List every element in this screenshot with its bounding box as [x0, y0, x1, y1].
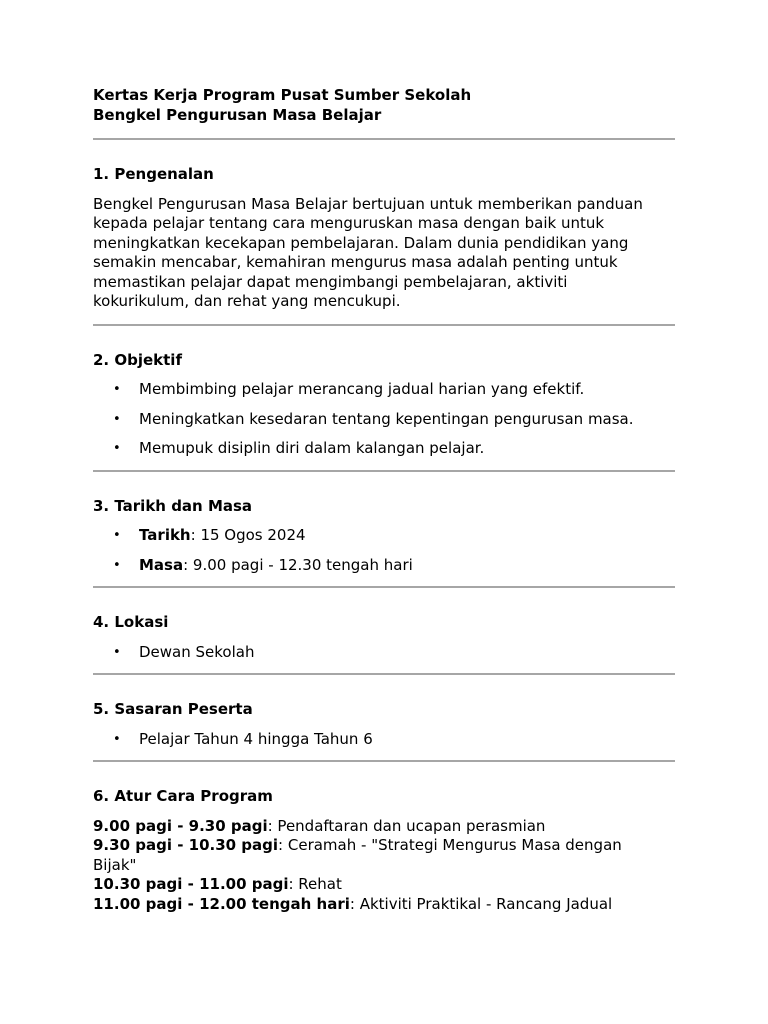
agenda-desc: : Pendaftaran dan ucapan perasmian — [267, 816, 546, 835]
intro-line: kokurikulum, dan rehat yang mencukupi. — [93, 292, 401, 310]
agenda-row — [93, 895, 675, 915]
section-heading-datetime: 3. Tarikh dan Masa — [93, 496, 253, 515]
document-subtitle: Bengkel Pengurusan Masa Belajar — [93, 105, 382, 124]
list-item — [93, 556, 675, 576]
agenda-row-continuation: Bijak" — [93, 855, 137, 874]
section-heading-objectives: 2. Objektif — [93, 350, 182, 369]
agenda-time: 9.30 pagi - 10.30 pagi — [93, 836, 279, 854]
datetime-list — [93, 526, 675, 575]
intro-line: meningkatkan kecekapan pembelajaran. Dalam dunia pendidikan yang — [93, 233, 629, 252]
date-value: : 15 Ogos 2024 — [190, 526, 306, 544]
list-item — [93, 526, 675, 546]
list-item-text: Meningkatkan kesedaran tentang kepentingan pengurusan masa. — [139, 409, 634, 428]
divider — [93, 324, 675, 326]
agenda-time: 9.00 pagi - 9.30 pagi — [93, 816, 268, 835]
agenda-row — [93, 817, 675, 837]
time-value: : 9.00 pagi - 12.30 tengah hari — [183, 555, 413, 574]
agenda-desc: : Ceramah - "Strategi Mengurus Masa dengan — [278, 836, 622, 854]
document-title: Kertas Kerja Program Pusat Sumber Sekolah — [93, 86, 472, 104]
intro-line: semakin mencabar, kemahiran mengurus masa adalah penting untuk — [93, 253, 618, 271]
bullet-icon: • — [113, 557, 121, 573]
list-item-text: Dewan Sekolah — [139, 642, 255, 661]
bullet-icon: • — [113, 731, 121, 747]
list-item — [93, 380, 675, 400]
date-label: Tarikh — [139, 526, 191, 544]
section-heading-agenda: 6. Atur Cara Program — [93, 787, 273, 805]
time-label: Masa — [139, 555, 184, 574]
list-item — [93, 643, 675, 663]
list-item-text: Pelajar Tahun 4 hingga Tahun 6 — [139, 729, 373, 748]
divider — [93, 586, 675, 588]
bullet-icon: • — [113, 644, 121, 660]
agenda-row — [93, 875, 675, 895]
agenda-time: 11.00 pagi - 12.00 tengah hari — [93, 894, 350, 913]
location-list — [93, 643, 675, 663]
section-heading-location: 4. Lokasi — [93, 613, 169, 631]
list-item — [93, 730, 675, 750]
list-item — [93, 410, 675, 430]
section-heading-target: 5. Sasaran Peserta — [93, 700, 253, 718]
agenda-desc: : Rehat — [288, 875, 342, 893]
agenda-schedule — [93, 817, 675, 915]
bullet-icon: • — [113, 382, 121, 397]
intro-line: memastikan pelajar dapat mengimbangi pembelajaran, aktiviti — [93, 272, 568, 291]
list-item-text: Membimbing pelajar merancang jadual harian yang efektif. — [139, 380, 585, 398]
agenda-time: 10.30 pagi - 11.00 pagi — [93, 875, 289, 893]
intro-paragraph — [93, 195, 675, 312]
divider — [93, 138, 675, 140]
intro-line: Bengkel Pengurusan Masa Belajar bertujuan untuk memberikan panduan — [93, 194, 643, 213]
section-heading-intro: 1. Pengenalan — [93, 165, 214, 183]
list-item-text: Memupuk disiplin diri dalam kalangan pelajar. — [139, 439, 485, 457]
bullet-icon: • — [113, 528, 121, 543]
document-content — [93, 86, 675, 914]
agenda-row — [93, 836, 675, 856]
divider — [93, 760, 675, 762]
list-item — [93, 439, 675, 459]
bullet-icon: • — [113, 441, 121, 456]
divider — [93, 673, 675, 675]
objectives-list — [93, 380, 675, 459]
intro-line: kepada pelajar tentang cara menguruskan masa dengan baik untuk — [93, 214, 605, 232]
bullet-icon: • — [113, 411, 121, 427]
target-list — [93, 730, 675, 750]
divider — [93, 470, 675, 472]
agenda-desc: : Aktiviti Praktikal - Rancang Jadual — [349, 894, 613, 913]
